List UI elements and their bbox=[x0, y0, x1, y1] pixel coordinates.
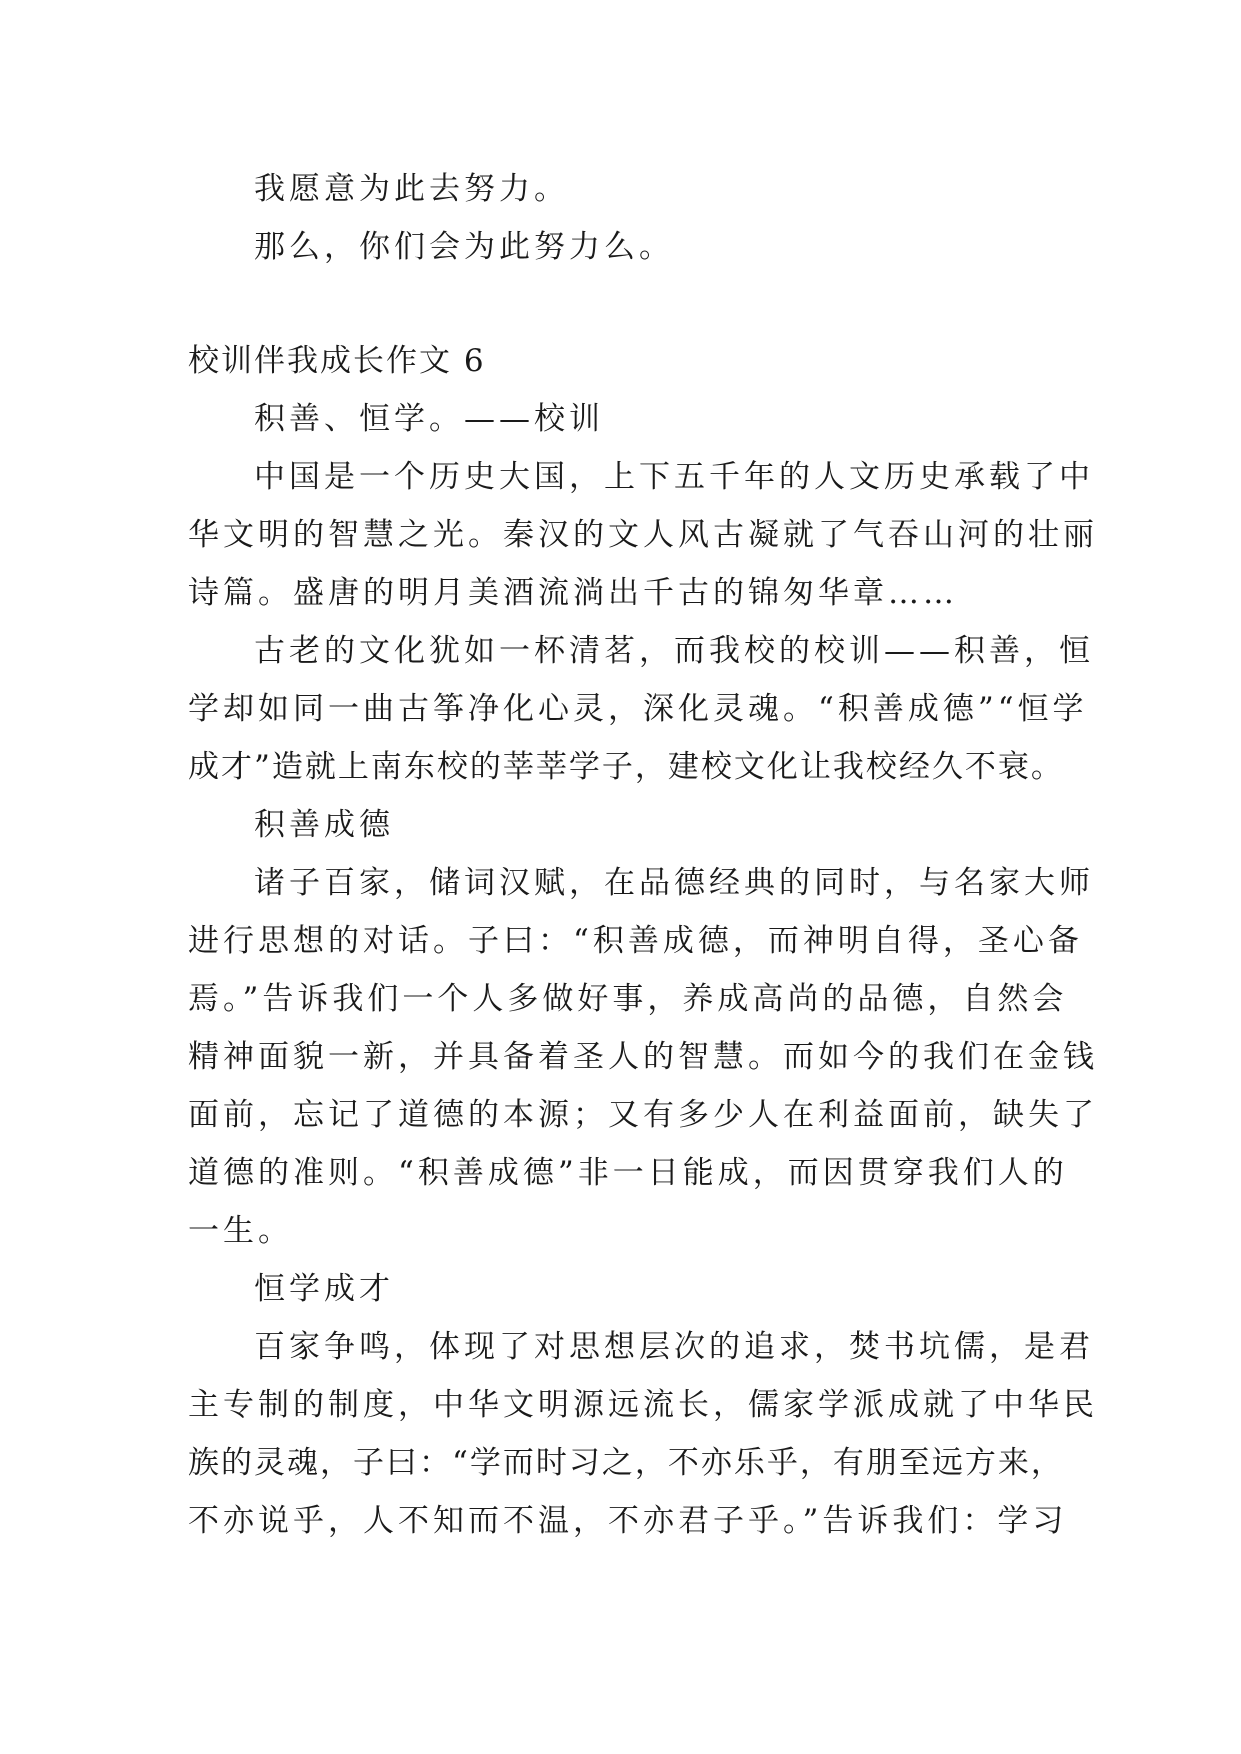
paragraph-line: 不亦说乎，人不知而不温，不亦君子乎。”告诉我们：学习 bbox=[188, 1503, 1068, 1539]
section-gap bbox=[188, 276, 1068, 332]
paragraph-line: 古老的文化犹如一杯清茗，而我校的校训——积善，恒 bbox=[254, 633, 1094, 669]
intro-line: 那么，你们会为此努力么。 bbox=[254, 229, 674, 265]
paragraph bbox=[188, 622, 1094, 796]
paragraph-line: 焉。”告诉我们一个人多做好事，养成高尚的品德，自然会 bbox=[188, 981, 1068, 1017]
paragraph-line: 学却如同一曲古筝净化心灵，深化灵魂。“积善成德”“恒学 bbox=[188, 691, 1088, 727]
paragraph-line: 族的灵魂，子曰：“学而时习之，不亦乐乎，有朋至远方来， bbox=[188, 1445, 1064, 1481]
paragraph-line: 诗篇。盛唐的明月美酒流淌出千古的锦匆华章…… bbox=[188, 575, 958, 611]
paragraph bbox=[188, 448, 1098, 622]
paragraph-line: 主专制的制度，中华文明源远流长，儒家学派成就了中华民 bbox=[188, 1387, 1098, 1423]
paragraph-line: 面前，忘记了道德的本源；又有多少人在利益面前，缺失了 bbox=[188, 1097, 1098, 1133]
section-title: 校训伴我成长作文 6 bbox=[188, 343, 486, 379]
paragraph-line: 一生。 bbox=[188, 1213, 293, 1249]
subheading: 积善成德 bbox=[254, 807, 394, 843]
paragraph-line: 中国是一个历史大国，上下五千年的人文历史承载了中 bbox=[254, 459, 1094, 495]
paragraph bbox=[188, 854, 1098, 1260]
school-motto: 积善、恒学。——校训 bbox=[254, 401, 604, 437]
subheading: 恒学成才 bbox=[254, 1271, 394, 1307]
paragraph-line: 百家争鸣，体现了对思想层次的追求，焚书坑儒，是君 bbox=[254, 1329, 1094, 1365]
paragraph-line: 精神面貌一新，并具备着圣人的智慧。而如今的我们在金钱 bbox=[188, 1039, 1098, 1075]
paragraph-line: 诸子百家，储词汉赋，在品德经典的同时，与名家大师 bbox=[254, 865, 1094, 901]
intro-line: 我愿意为此去努力。 bbox=[254, 171, 569, 207]
paragraph-line: 成才”造就上南东校的莘莘学子，建校文化让我校经久不衰。 bbox=[188, 749, 1064, 785]
paragraph-line: 华文明的智慧之光。秦汉的文人风古凝就了气吞山河的壮丽 bbox=[188, 517, 1098, 553]
paragraph-line: 道德的准则。“积善成德”非一日能成，而因贯穿我们人的 bbox=[188, 1155, 1068, 1191]
document-page bbox=[188, 160, 1098, 1550]
paragraph-line: 进行思想的对话。子曰：“积善成德，而神明自得，圣心备 bbox=[188, 923, 1083, 959]
paragraph bbox=[188, 1318, 1098, 1550]
